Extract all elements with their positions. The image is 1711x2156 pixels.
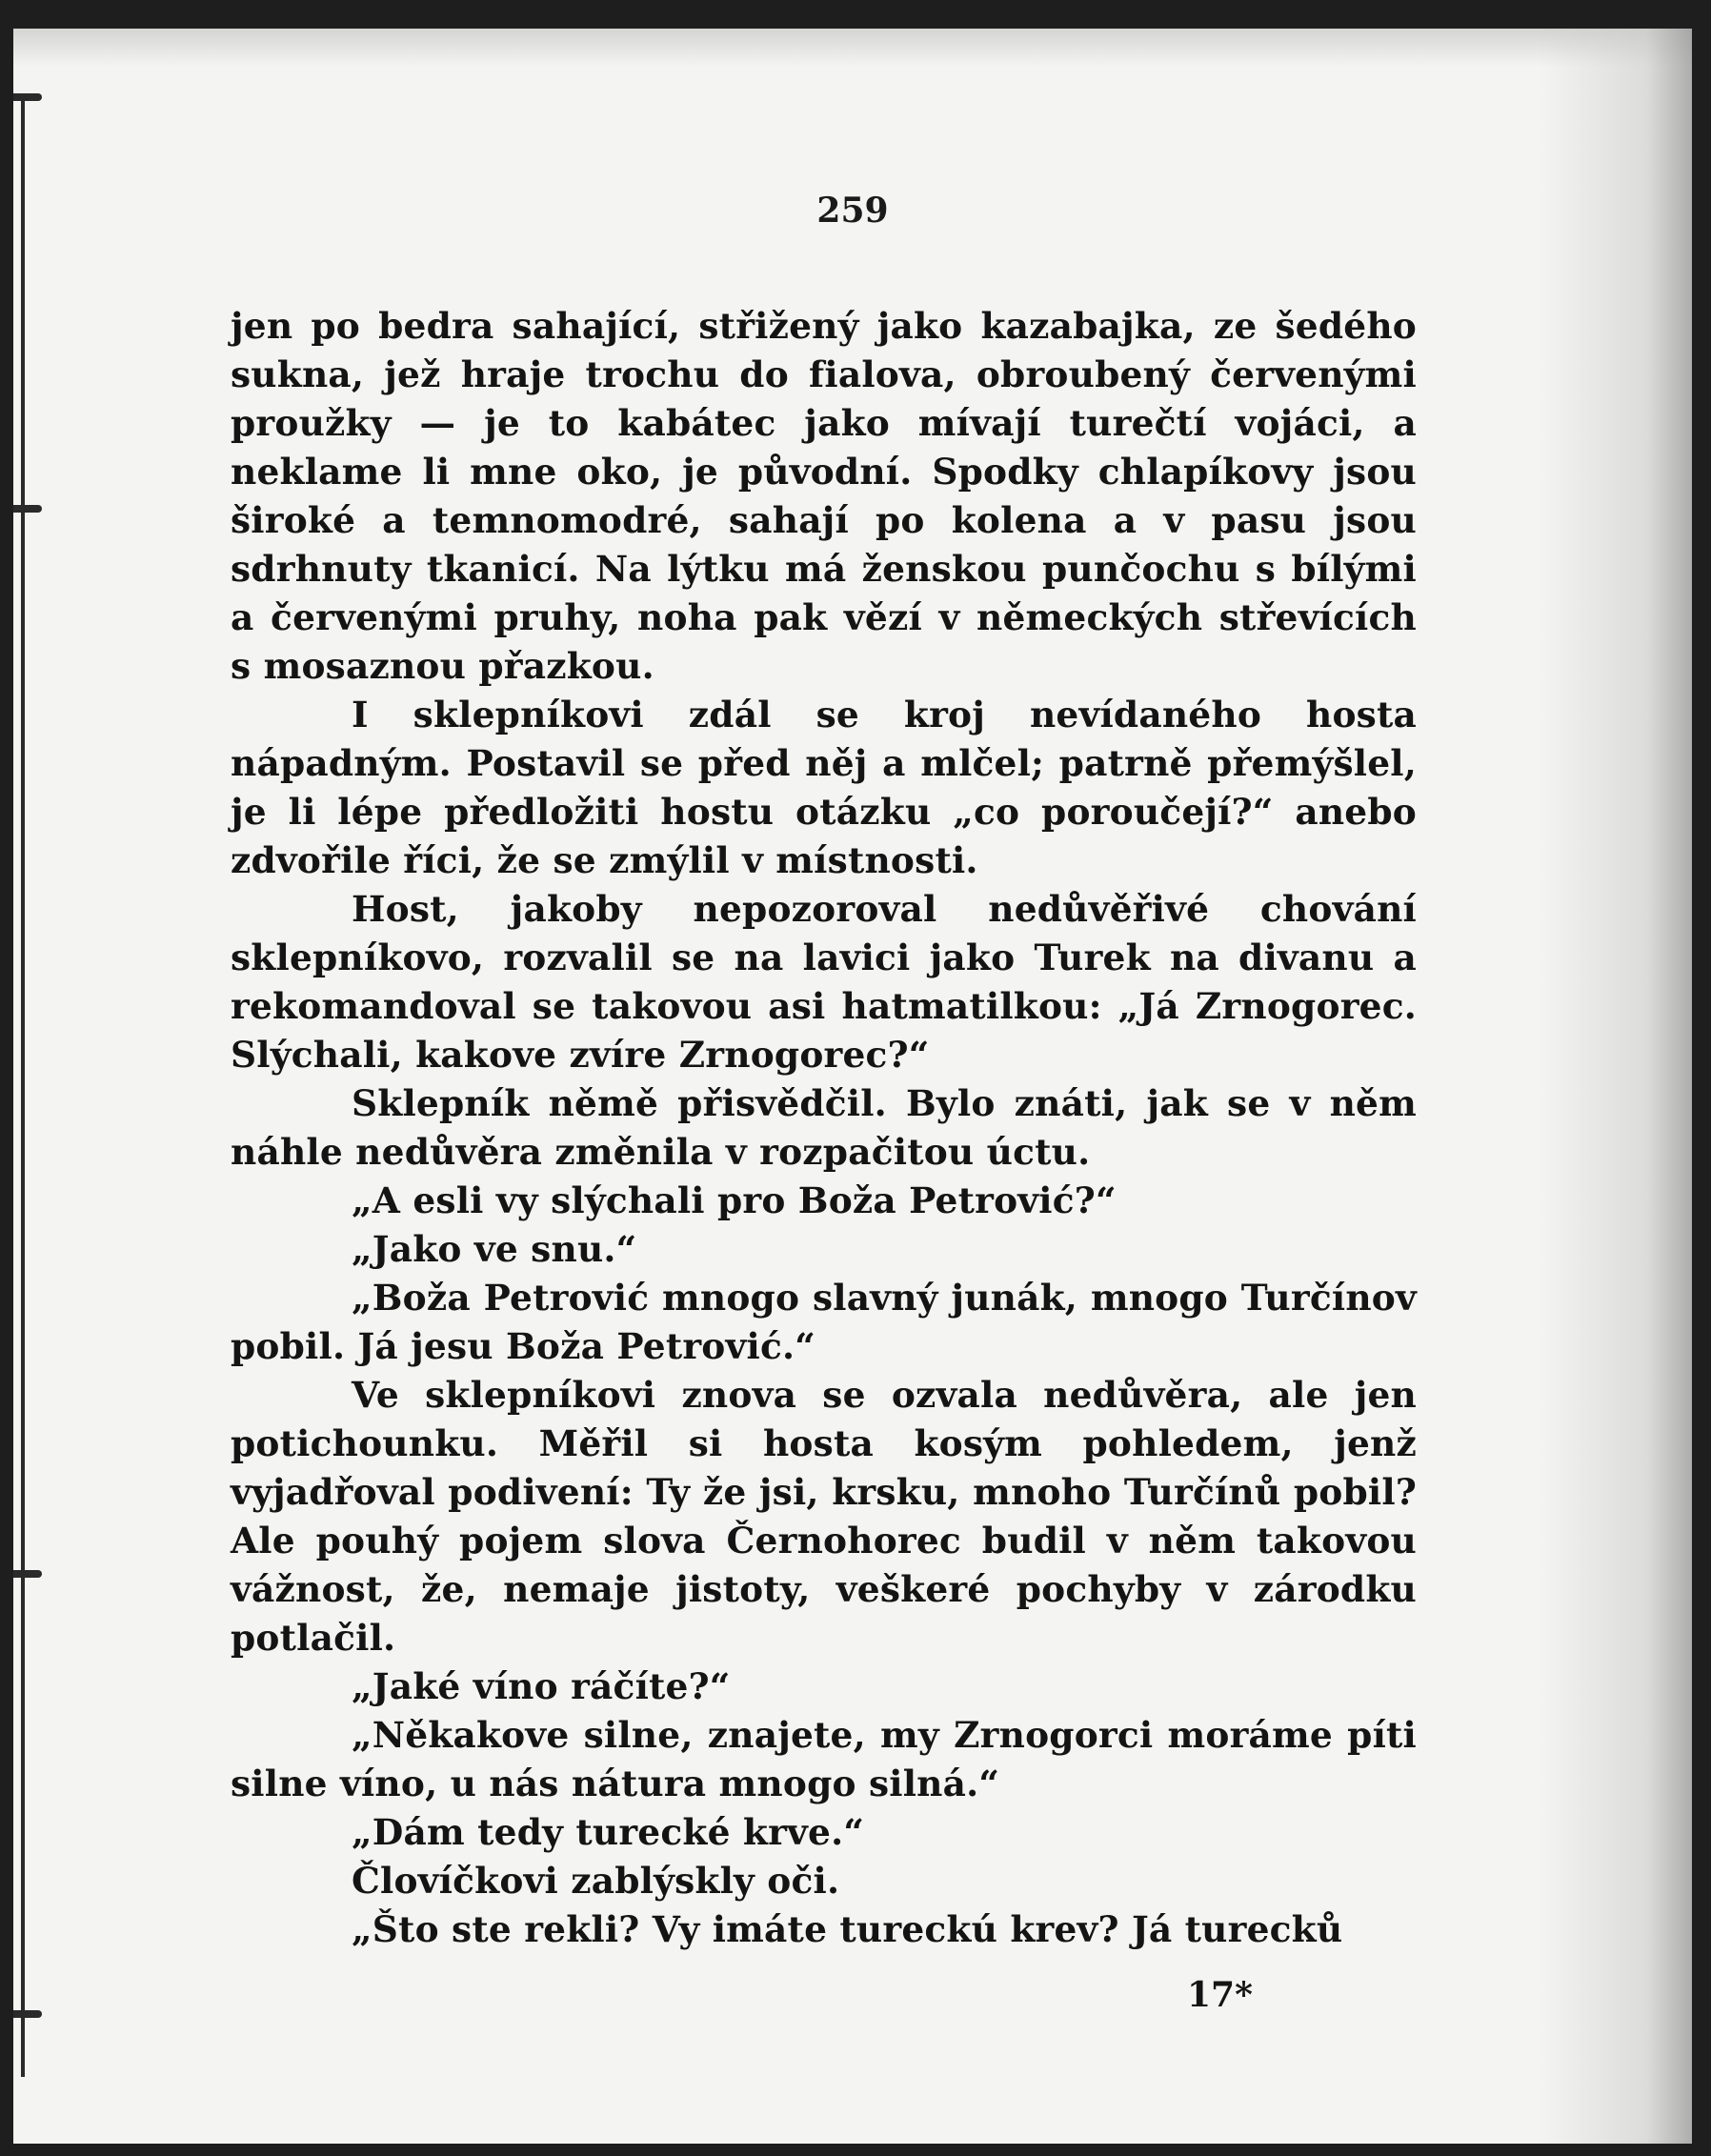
paragraph: „Jako ve snu.“	[352, 1228, 637, 1270]
body-text	[231, 302, 1417, 1954]
page-edge-shadow	[1540, 29, 1692, 2144]
paragraph: „Boža Petrović mnogo slavný junák, mnogo Turčínov pobil. Já jesu Boža Petrović.“	[231, 1277, 1417, 1367]
binding-mark	[13, 1570, 42, 1578]
binding-mark	[13, 93, 42, 101]
binding-edge	[21, 95, 25, 2077]
page-top-shadow	[13, 29, 1692, 67]
paragraph: Človíčkovi zablýskly oči.	[352, 1860, 840, 1902]
paragraph: „Jaké víno ráčíte?“	[352, 1665, 731, 1707]
paragraph: jen po bedra sahající, střižený jako kazabajka, ze šedého sukna, jež hraje trochu do fialova, obroubený červenými proužky — je to kabátec jako mívají turečtí vojáci, a neklame li mne oko, je původní. Spodky chlapíkovy jsou široké a temnomodré, sahají po kolena a v pasu jsou sdrhnuty tkanicí. Na lýtku má ženskou punčochu s bílými a červenými pruhy, noha pak vězí v německých střevících s mosaznou přazkou.	[231, 305, 1417, 687]
paragraph: I sklepníkovi zdál se kroj nevídaného hosta nápadným. Postavil se před něj a mlčel; patrně přemýšlel, je li lépe předložiti hostu otázku „co poroučejí?“ anebo zdvořile říci, že se zmýlil v místnosti.	[231, 694, 1417, 881]
paragraph: „Što ste rekli? Vy imáte tureckú krev? Já turecků	[352, 1908, 1343, 1950]
paragraph: Sklepník němě přisvědčil. Bylo znáti, jak se v něm náhle nedůvěra změnila v rozpačitou úctu.	[231, 1082, 1417, 1173]
binding-mark	[13, 505, 42, 513]
paragraph: „Dám tedy turecké krve.“	[352, 1811, 865, 1853]
binding-mark	[13, 2010, 42, 2018]
paragraph: „Někakove silne, znajete, my Zrnogorci moráme píti silne víno, u nás nátura mnogo silná.“	[231, 1714, 1417, 1804]
page-number: 259	[816, 191, 889, 231]
book-page	[13, 29, 1692, 2144]
paragraph: Ve sklepníkovi znova se ozvala nedůvěra, ale jen potichounku. Měřil si hosta kosým pohledem, jenž vyjadřoval podivení: Ty že jsi, krsku, mnoho Turčínů pobil? Ale pouhý pojem slova Černohorec budil v něm takovou vážnost, že, nemaje jistoty, veškeré pochyby v zárodku potlačil.	[231, 1374, 1417, 1659]
signature-mark: 17*	[1187, 1975, 1253, 2015]
paragraph: Host, jakoby nepozoroval nedůvěřivé chování sklepníkovo, rozvalil se na lavici jako Turek na divanu a rekomandoval se takovou asi hatmatilkou: „Já Zrnogorec. Slýchali, kakove zvíre Zrnogorec?“	[231, 888, 1417, 1076]
paragraph: „A esli vy slýchali pro Boža Petrović?“	[352, 1179, 1117, 1221]
